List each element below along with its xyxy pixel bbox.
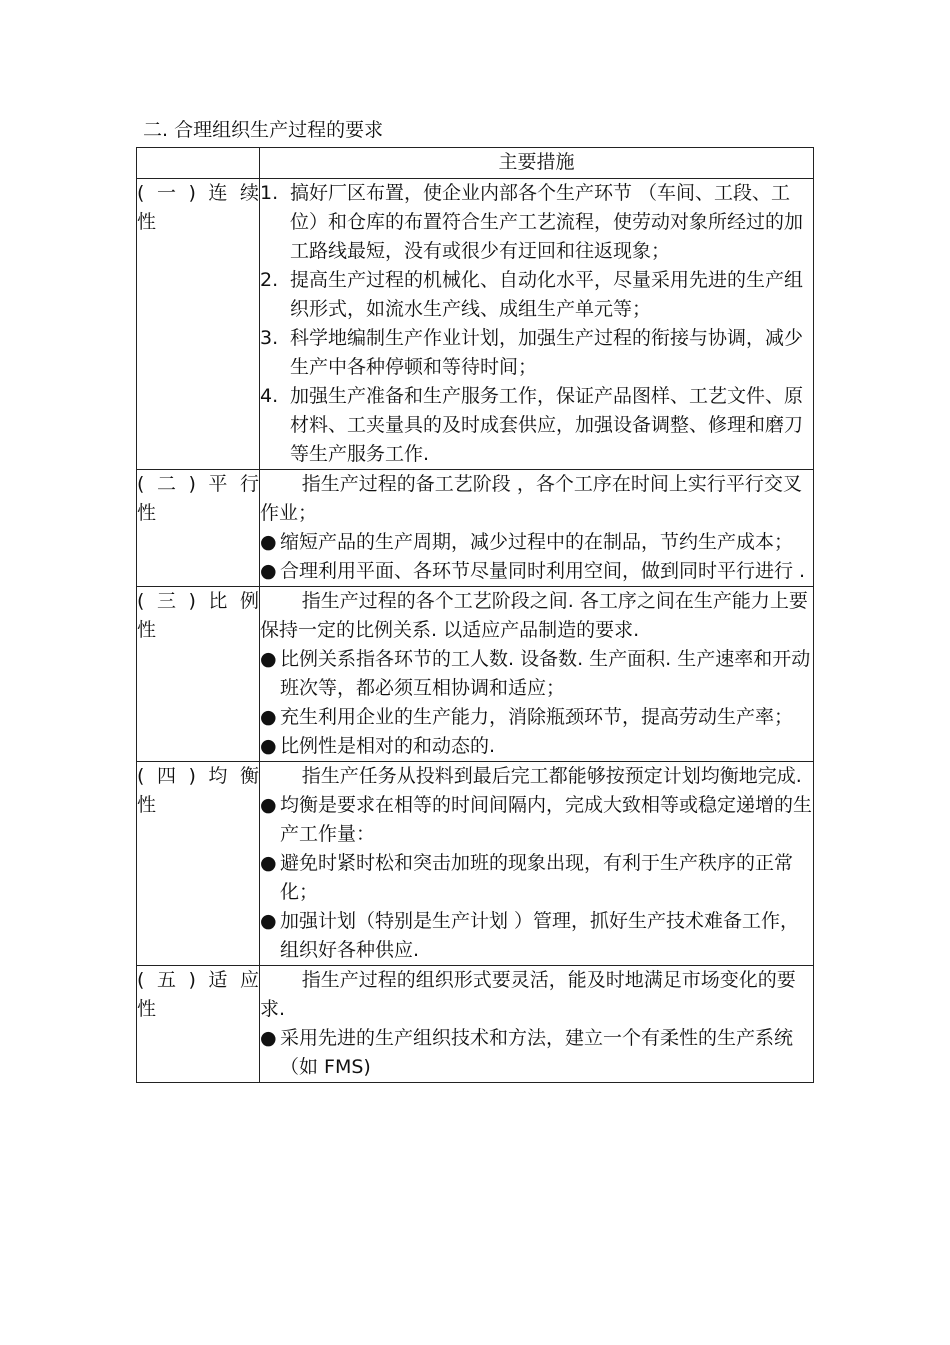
aspect-char: ) [188, 765, 196, 787]
measures-cell [260, 762, 814, 966]
aspect-char: 四 [156, 765, 176, 787]
bullet-text: 合理利用平面、各环节尽量同时利用空间，做到同时平行进行 . [280, 560, 806, 582]
bullet-text: 比例关系指各环节的工人数. 设备数. 生产面积. 生产速率和开动班次等，都必须互相协调和适应； [280, 648, 811, 699]
aspect-char: ( [137, 765, 145, 787]
requirements-table [136, 147, 814, 1083]
table-row [137, 762, 814, 966]
aspect-char: 应 [239, 969, 259, 991]
aspect-char: 比 [208, 590, 228, 612]
bullet-text: 采用先进的生产组织技术和方法，建立一个有柔性的生产系统（如 FMS) [280, 1027, 794, 1078]
measures-cell [260, 179, 814, 470]
aspect-char: ( [137, 182, 145, 204]
table-header-row [137, 148, 814, 179]
bullet-item [260, 907, 813, 965]
bullet-text: 加强计划（特别是生产计划 ）管理，抓好生产技术难备工作，组织好各种供应. [280, 910, 800, 961]
item-text: 提高生产过程的机械化、自动化水平，尽量采用先进的生产组织形式，如流水生产线、成组生产单元等； [290, 269, 804, 320]
item-number: 1. [260, 182, 279, 204]
bullet-dot-icon: ● [260, 852, 277, 874]
header-measures-cell: 主要措施 [260, 148, 814, 179]
bullet-item [260, 528, 813, 557]
aspect-char: 性 [137, 211, 157, 233]
item-text: 搞好厂区布置，使企业内部各个生产环节 （车间、工段、工位）和仓库的布置符合生产工艺流程，使劳动对象所经过的加工路线最短，没有或很少有迂回和往返现象； [290, 182, 804, 262]
aspect-cell [137, 762, 260, 966]
aspect-char: 一 [156, 182, 176, 204]
bullet-text: 避免时紧时松和突击加班的现象出现，有利于生产秩序的正常化； [280, 852, 794, 903]
intro-text: 指生产过程的组织形式要灵活，能及时地满足市场变化的要求. [260, 969, 796, 1020]
aspect-char: ( [137, 969, 145, 991]
item-number: 2. [260, 269, 279, 291]
item-text: 加强生产准备和生产服务工作，保证产品图样、工艺文件、原材料、工夹量具的及时成套供应，加强设备调整、修理和磨刀等生产服务工作. [290, 385, 804, 465]
aspect-char: 五 [156, 969, 176, 991]
bullet-text: 比例性是相对的和动态的. [280, 735, 496, 757]
numbered-item [260, 382, 813, 469]
bullet-dot-icon: ● [260, 910, 277, 932]
aspect-char: 例 [239, 590, 259, 612]
aspect-char: ) [188, 969, 196, 991]
aspect-char: 性 [137, 502, 157, 524]
numbered-item [260, 324, 813, 382]
item-text: 科学地编制生产作业计划，加强生产过程的衔接与协调，减少生产中各种停顿和等待时间； [290, 327, 804, 378]
item-number: 3. [260, 327, 279, 349]
bullet-dot-icon: ● [260, 648, 277, 670]
bullet-text: 缩短产品的生产周期，减少过程中的在制品，节约生产成本； [280, 531, 794, 553]
bullet-dot-icon: ● [260, 1027, 277, 1049]
bullet-text: 充生利用企业的生产能力，消除瓶颈环节，提高劳动生产率； [280, 706, 794, 728]
bullet-item [260, 703, 813, 732]
measures-cell [260, 966, 814, 1083]
table-row [137, 470, 814, 587]
numbered-item [260, 266, 813, 324]
numbered-item [260, 179, 813, 266]
bullet-dot-icon: ● [260, 531, 277, 553]
aspect-char: 适 [208, 969, 228, 991]
aspect-char: 行 [239, 473, 259, 495]
bullet-dot-icon: ● [260, 560, 277, 582]
aspect-char: 均 [208, 765, 228, 787]
bullet-text: 均衡是要求在相等的时间间隔内，完成大致相等或稳定递增的生产工作量： [280, 794, 813, 845]
aspect-cell [137, 470, 260, 587]
table-row [137, 179, 814, 470]
aspect-char: 衡 [239, 765, 259, 787]
aspect-char: ) [188, 182, 196, 204]
aspect-cell [137, 966, 260, 1083]
aspect-char: 性 [137, 794, 157, 816]
aspect-cell [137, 587, 260, 762]
table-row [137, 966, 814, 1083]
aspect-char: 三 [156, 590, 176, 612]
aspect-char: ) [188, 590, 196, 612]
bullet-item [260, 557, 813, 586]
table-row [137, 587, 814, 762]
aspect-char: 性 [137, 998, 157, 1020]
intro-text: 指生产任务从投料到最后完工都能够按预定计划均衡地完成. [301, 765, 802, 787]
measures-cell [260, 587, 814, 762]
aspect-char: ( [137, 473, 145, 495]
bullet-item [260, 791, 813, 849]
header-blank-cell [137, 148, 260, 179]
aspect-char: 二 [156, 473, 176, 495]
bullet-item [260, 732, 813, 761]
aspect-char: 连 [208, 182, 228, 204]
aspect-char: ) [188, 473, 196, 495]
bullet-dot-icon: ● [260, 735, 277, 757]
bullet-item [260, 849, 813, 907]
bullet-item [260, 1024, 813, 1082]
aspect-char: ( [137, 590, 145, 612]
aspect-char: 性 [137, 619, 157, 641]
aspect-cell [137, 179, 260, 470]
intro-text: 指生产过程的备工艺阶段 ，各个工序在时间上实行平行交叉作业； [260, 473, 802, 524]
bullet-item [260, 645, 813, 703]
measures-cell [260, 470, 814, 587]
bullet-dot-icon: ● [260, 706, 277, 728]
aspect-char: 续 [239, 182, 259, 204]
bullet-dot-icon: ● [260, 794, 277, 816]
item-number: 4. [260, 385, 279, 407]
aspect-char: 平 [208, 473, 228, 495]
intro-text: 指生产过程的各个工艺阶段之间. 各工序之间在生产能力上要保持一定的比例关系. 以适应产品制造的要求. [260, 590, 808, 641]
page-title: 二. 合理组织生产过程的要求 [143, 119, 384, 141]
